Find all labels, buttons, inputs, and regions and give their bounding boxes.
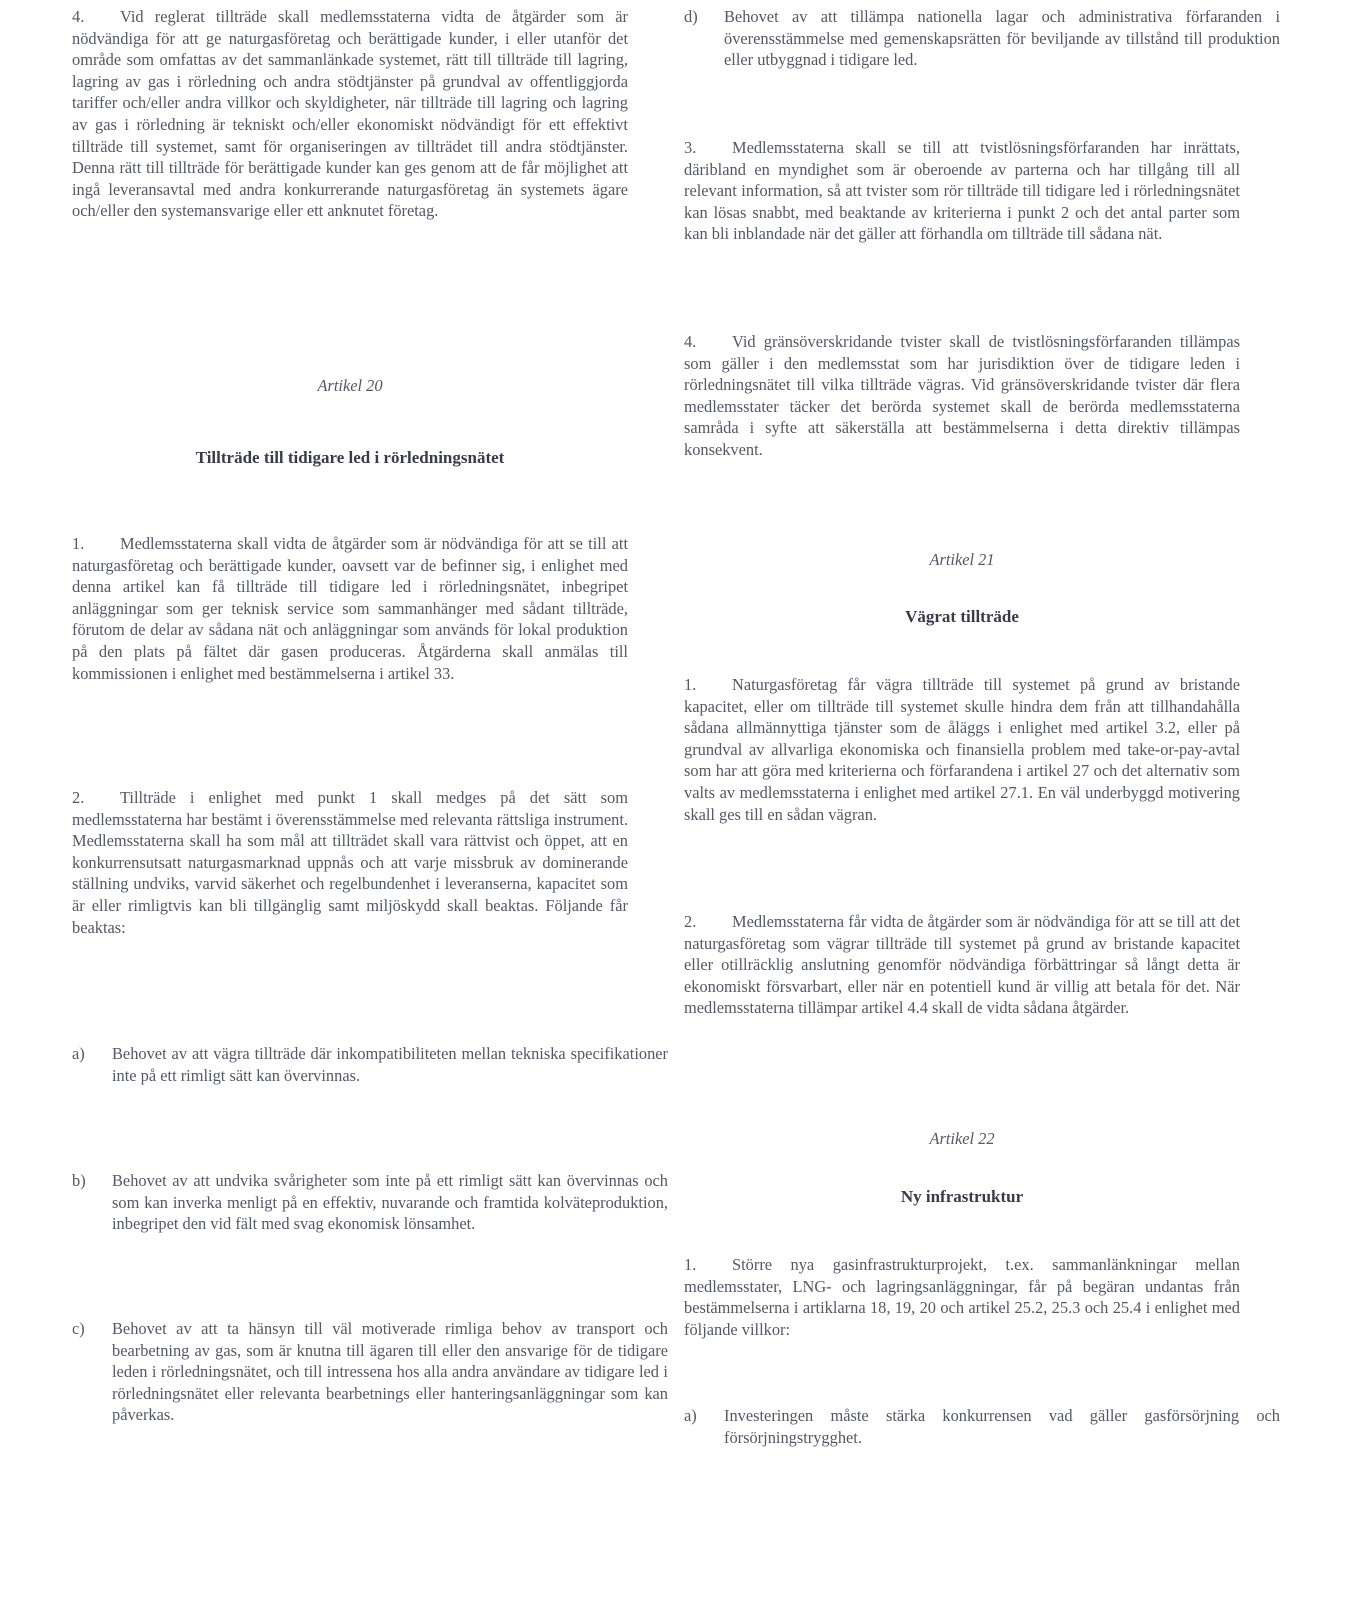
paragraph-text: Medlemsstaterna skall vidta de åtgärder som är nödvändiga för att se till att naturgasföretag och berättigade kunder, oavsett var de befinner sig, i enlighet med denna artikel kan få tillträde till tidigare led i rörledningsnätet, inbegripet anläggningar som ger teknisk service som sammanhänger med sådant tillträde, förutom de delar av sådana nät och anläggningar som används för lokal produktion på den plats på fältet där gasen produceras. Åtgärderna skall anmälas till kommissionen i enlighet med bestämmelserna i artikel 33. <box>72 534 628 683</box>
list-text: Behovet av att undvika svårigheter som inte på ett rimligt sätt kan övervinnas och som kan inverka menligt på en effektiv, nuvarande och framtida kolväteproduktion, inbegripet den vid fält med svag ekonomisk lönsamhet. <box>112 1171 668 1234</box>
paragraph-number: 4. <box>684 332 697 351</box>
paragraph-number: 2. <box>684 912 697 931</box>
article-21-paragraph-1 <box>684 674 1240 825</box>
list-text: Behovet av att vägra tillträde där inkompatibiliteten mellan tekniska specifikationer inte på ett rimligt sätt kan övervinnas. <box>112 1044 668 1085</box>
paragraph-number: 2. <box>72 788 85 807</box>
article-20-paragraph-2 <box>72 787 628 938</box>
paragraph-number: 1. <box>72 534 85 553</box>
article-20-paragraph-4 <box>684 331 1240 461</box>
list-letter: b) <box>72 1171 86 1190</box>
list-letter: a) <box>72 1044 85 1063</box>
list-text: Investeringen måste stärka konkurrensen vad gäller gasförsörjning och försörjningstrygghet. <box>724 1406 1280 1447</box>
paragraph-text: Medlemsstaterna skall se till att tvistlösningsförfaranden har inrättats, däribland en myndighet som är oberoende av parterna och har tillgång till all relevant information, så att tvister som rör tillträde till tidigare led i rörledningsnätet kan lösas snabbt, med beaktande av kriterierna i punkt 2 och det antal parter som kan bli inblandade när det gäller att förhandla om tillträde till sådana nät. <box>684 138 1240 244</box>
list-item-c <box>72 1318 668 1426</box>
paragraph-4 <box>72 6 628 222</box>
list-item-d <box>684 6 1280 71</box>
paragraph-text: Naturgasföretag får vägra tillträde till systemet på grund av bristande kapacitet, eller om tillträde till systemet skulle hindra dem från att tillhandahålla sådana allmännyttiga tjänster som de åläggs i enlighet med artikel 3.2, eller på grundval av allvarliga ekonomiska och finansiella problem med take-or-pay-avtal som har att göra med kriterierna och förfarandena i artikel 27 och det alternativ som valts av medlemsstaterna i enlighet med artikel 27.1. En väl underbyggd motivering skall ges till en sådan vägran. <box>684 675 1240 824</box>
list-letter: d) <box>684 7 698 26</box>
article-21-label: Artikel 21 <box>929 550 995 569</box>
list-letter: a) <box>684 1406 697 1425</box>
paragraph-text: Medlemsstaterna får vidta de åtgärder som är nödvändiga för att se till att det naturgasföretag som vägrar tillträde till systemet på grund av bristande kapacitet eller otillräcklig anslutning genomför nödvändiga förbättringar så långt detta är ekonomiskt försvarbart, eller när en potentiell kund är villig att betala för det. När medlemsstaterna tillämpar artikel 4.4 skall de vidta sådana åtgärder. <box>684 912 1240 1018</box>
article-20-paragraph-1 <box>72 533 628 684</box>
article-21-paragraph-2 <box>684 911 1240 1019</box>
list-letter: c) <box>72 1319 85 1338</box>
list-text: Behovet av att ta hänsyn till väl motiverade rimliga behov av transport och bearbetning av gas, som är knutna till ägaren till eller den ansvarige för de tidigare leden i rörledningsnätet, och till intressena hos alla andra användare av tidigare led i rörledningsnätet eller relevanta bearbetnings eller hanteringsanläggningar som kan påverkas. <box>112 1319 668 1425</box>
paragraph-text: Större nya gasinfrastrukturprojekt, t.ex. sammanlänkningar mellan medlemsstater, LNG- och lagringsanläggningar, får på begäran undantas från bestämmelserna i artiklarna 18, 19, 20 och artikel 25.2, 25.3 och 25.4 i enlighet med följande villkor: <box>684 1255 1240 1339</box>
article-20-label: Artikel 20 <box>317 376 383 395</box>
article-22-paragraph-1 <box>684 1254 1240 1340</box>
list-item-b <box>72 1170 668 1235</box>
paragraph-number: 1. <box>684 675 697 694</box>
paragraph-text: Tillträde i enlighet med punkt 1 skall medges på det sätt som medlemsstaterna har bestämt i överensstämmelse med relevanta rättsliga instrument. Medlemsstaterna skall ha som mål att tillträdet skall vara rättvist och öppet, att en konkurrensutsatt naturgasmarknad uppnås och att varje missbruk av dominerande ställning undviks, varvid säkerhet och regelbundenhet i leveranserna, kapacitet som är eller rimligtvis kan bli tillgänglig samt miljöskydd skall beaktas. Följande får beaktas: <box>72 788 628 937</box>
article-22-title: Ny infrastruktur <box>900 1187 1024 1206</box>
article-22-label: Artikel 22 <box>929 1129 995 1148</box>
paragraph-number: 4. <box>72 7 85 26</box>
article-21-title: Vägrat tillträde <box>905 607 1019 626</box>
paragraph-number: 3. <box>684 138 697 157</box>
article-20-title: Tillträde till tidigare led i rörledningsnätet <box>195 448 505 467</box>
article-20-paragraph-3 <box>684 137 1240 245</box>
list-text: Behovet av att tillämpa nationella lagar och administrativa förfaranden i överensstämmelse med gemenskapsrätten för beviljande av tillstånd till produktion eller utbyggnad i tidigare led. <box>724 7 1280 70</box>
paragraph-text: Vid gränsöverskridande tvister skall de tvistlösningsförfaranden tillämpas som gäller i den medlemsstat som har jurisdiktion över de tidigare leden i rörledningsnätet till vilka tillträde vägras. Vid gränsöverskridande tvister där flera medlemsstater täcker det berörda systemet skall de berörda medlemsstaterna samråda i syfte att säkerställa att bestämmelserna i detta direktiv tillämpas konsekvent. <box>684 332 1240 459</box>
list-item-a <box>72 1043 668 1086</box>
list-item-a <box>684 1405 1280 1448</box>
paragraph-text: Vid reglerat tillträde skall medlemsstaterna vidta de åtgärder som är nödvändiga för att ge naturgasföretag och berättigade kunder, i eller utanför det område som omfattas av det sammanlänkade systemet, rätt till tillträde till lagring, lagring av gas i rörledning och andra stödtjänster på grundval av offentliggjorda tariffer och/eller andra villkor och skyldigheter, när tillträde till lagring och lagring av gas i rörledning är tekniskt och/eller ekonomiskt nödvändigt för ett effektivt tillträde till systemet, samt för organiseringen av tillträdet till andra stödtjänster. Denna rätt till tillträde för berättigade kunder kan ges genom att de får möjlighet att ingå leveransavtal med andra konkurrerande naturgasföretag än systemets ägare och/eller den systemansvarige eller ett anknutet företag. <box>72 7 628 221</box>
paragraph-number: 1. <box>684 1255 697 1274</box>
